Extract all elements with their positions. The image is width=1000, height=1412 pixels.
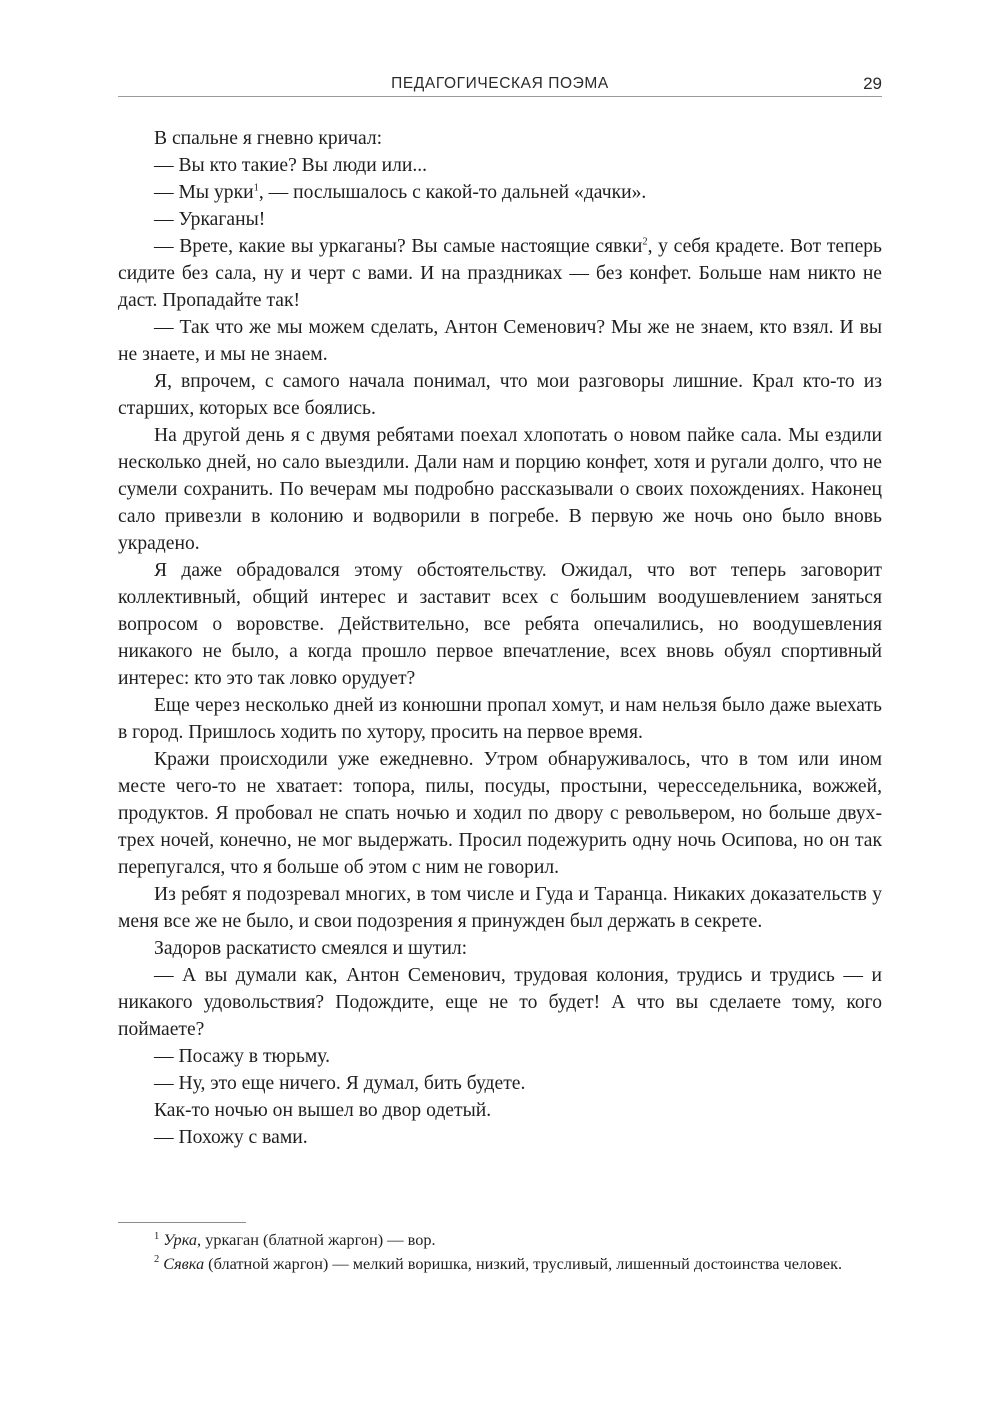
paragraph: — Похожу с вами. — [154, 1127, 308, 1148]
paragraph: — Уркаганы! — [154, 209, 266, 230]
footnote-2 — [118, 1252, 882, 1276]
paragraph-text: , у себя крадете. Вот теперь сидите без сала, ну и черт с вами. И на праздниках — без конфет. Больше нам никто не даст. Пропадайте так! — [118, 236, 882, 311]
paragraph-text: — Мы урки — [154, 182, 254, 203]
paragraph-text: — Врете, какие вы уркаганы? Вы самые настоящие сявки — [154, 236, 643, 257]
paragraph — [118, 233, 882, 314]
running-title: ПЕДАГОГИЧЕСКАЯ ПОЭМА — [391, 75, 609, 92]
footnote-text: (блатной жаргон) — мелкий воришка, низкий, трусливый, лишенный достоинства человек. — [204, 1253, 843, 1273]
page-number: 29 — [863, 74, 882, 93]
footnotes — [118, 1228, 882, 1275]
paragraph: Как-то ночью он вышел во двор одетый. — [154, 1100, 492, 1121]
main-text — [118, 125, 882, 1151]
paragraph: Из ребят я подозревал многих, в том числе и Гуда и Таранца. Никаких доказательств у меня все же не было, и свои подозрения я принужден был держать в секрете. — [118, 884, 882, 932]
paragraph — [118, 179, 882, 206]
paragraph: Задоров раскатисто смеялся и шутил: — [154, 938, 468, 959]
footnote-1 — [118, 1228, 882, 1252]
paragraph: — Вы кто такие? Вы люди или... — [154, 155, 428, 176]
footnote-term: Урка — [163, 1230, 198, 1249]
paragraph: — Так что же мы можем сделать, Антон Семенович? Мы же не знаем, кто взял. И вы не знаете, и мы не знаем. — [118, 317, 882, 365]
paragraph: Я, впрочем, с самого начала понимал, что мои разговоры лишние. Крал кто-то из старших, которых все боялись. — [118, 371, 882, 419]
footnote-divider — [118, 1222, 246, 1223]
footnote-ref[interactable]: 2 — [642, 236, 648, 248]
paragraph: В спальне я гневно кричал: — [154, 128, 383, 149]
paragraph: Еще через несколько дней из конюшни пропал хомут, и нам нельзя было даже выехать в город. Пришлось ходить по хутору, просить на первое время. — [118, 695, 882, 743]
footnote-ref[interactable]: 1 — [253, 182, 259, 194]
paragraph: Я даже обрадовался этому обстоятельству. Ожидал, что вот теперь заговорит коллективный, общий интерес и заставит всех с большим воодушевлением заняться вопросом о воровстве. Действительно, все ребята опечалились, но воодушевления никакого не было, а когда прошло первое впечатление, всех вновь обуял спортивный интерес: кто это так ловко орудует? — [118, 560, 882, 689]
footnote-text: , уркаган (блатной жаргон) — вор. — [197, 1230, 436, 1249]
paragraph: — Ну, это еще ничего. Я думал, бить будете. — [154, 1073, 526, 1094]
running-header — [118, 74, 882, 97]
paragraph: Кражи происходили уже ежедневно. Утром обнаруживалось, что в том или ином месте чего-то не хватает: топора, пилы, посуды, простыни, чересседельника, вожжей, продуктов. Я пробовал не спать ночью и ходил по двору с револьвером, но больше двух-трех ночей, конечно, не мог выдержать. Просил подежурить одну ночь Осипова, но он так перепугался, что я больше об этом с ним не говорил. — [118, 749, 882, 878]
footnote-term: Сявка — [163, 1253, 205, 1273]
footnote-marker: 1 — [154, 1230, 160, 1242]
paragraph: На другой день я с двумя ребятами поехал хлопотать о новом пайке сала. Мы ездили несколько дней, но сало выездили. Дали нам и порцию конфет, хотя и ругали долго, что не сумели сохранить. По вечерам мы подробно рассказывали о своих похождениях. Наконец сало привезли в колонию и водворили в погребе. В первую же ночь оно было вновь украдено. — [118, 425, 882, 554]
footnote-marker: 2 — [154, 1254, 160, 1266]
paragraph: — А вы думали как, Антон Семенович, трудовая колония, трудись и трудись — и никакого удовольствия? Подождите, еще не то будет! А что вы сделаете тому, кого поймаете? — [118, 965, 882, 1040]
paragraph: — Посажу в тюрьму. — [154, 1046, 331, 1067]
paragraph-text: , — послышалось с какой-то дальней «дачки». — [258, 182, 647, 203]
